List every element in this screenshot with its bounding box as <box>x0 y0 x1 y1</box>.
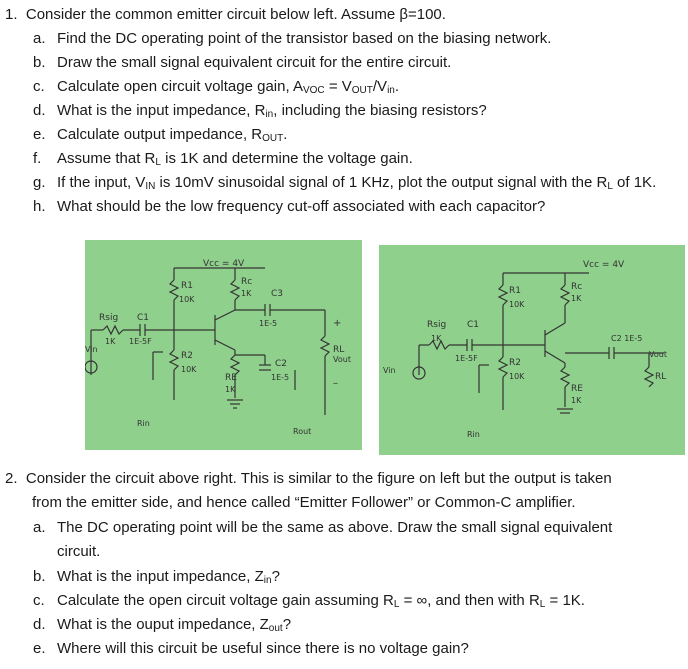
left-rsig-label: Rsig <box>99 313 119 323</box>
left-c3-label: C3 <box>271 289 284 299</box>
left-re-label: RE <box>225 373 237 383</box>
right-c2-label: C2 1E-5 <box>611 334 643 343</box>
right-rl-label: RL <box>655 372 667 382</box>
q1-item-c: c. Calculate open circuit voltage gain, $A_{VOC} = V_{OUT}/V_{in}$. <box>33 78 400 96</box>
left-rout-label: Rout <box>293 427 312 436</box>
left-rc-value: 1K <box>241 289 252 298</box>
q1-heading <box>5 6 446 24</box>
right-c1-value: 1E-5F <box>455 354 478 363</box>
left-plus-sign: + <box>333 318 342 329</box>
right-vout-label: Vout <box>649 350 667 359</box>
left-vout-label: Vout <box>333 355 351 364</box>
right-rsig-value: 1K <box>431 334 442 343</box>
right-vin-label: Vin <box>383 366 396 375</box>
left-rl-label: RL <box>333 345 345 355</box>
left-rin-label: Rin <box>137 419 150 428</box>
left-r2-label: R2 <box>181 351 193 361</box>
right-rc-label: Rc <box>571 282 583 292</box>
q1-item-d: d. What is the input impedance, $R_{in}$, including the biasing resistors? <box>33 102 487 120</box>
left-vcc-label: Vcc = 4V <box>203 259 245 269</box>
right-re-value: 1K <box>571 396 582 405</box>
q2-item-c: c. Calculate the open circuit voltage gain assuming $R_L$ = ∞, and then with $R_L = 1K$. <box>33 592 585 610</box>
left-vin-label: Vin <box>85 345 98 354</box>
right-circuit-photo <box>379 245 685 455</box>
left-re-value: 1K <box>225 385 236 394</box>
right-rc-value: 1K <box>571 294 582 303</box>
left-rc-label: Rc <box>241 277 253 287</box>
q2-number: 2. <box>5 470 18 487</box>
q1-item-g: g. If the input, $V_{IN}$ is 10mV sinusoidal signal of 1 KHz, plot the output signal with the $R_L$ of 1K. <box>33 174 657 192</box>
left-minus-sign: – <box>333 378 338 389</box>
left-photo-paper <box>85 240 362 450</box>
q1-item-a: a. Find the DC operating point of the transistor based on the biasing network. <box>33 30 552 47</box>
left-c2-value: 1E-5 <box>271 373 290 382</box>
right-r1-label: R1 <box>509 286 521 296</box>
left-rsig-value: 1K <box>105 337 116 346</box>
q2-item-a-cont: circuit. <box>57 543 101 560</box>
right-r2-value: 10K <box>509 372 525 381</box>
q2-heading <box>5 470 612 488</box>
right-re-label: RE <box>571 384 583 394</box>
left-circuit-photo <box>85 240 362 450</box>
q1-text: Consider the common emitter circuit below left. Assume β=100. <box>25 6 446 23</box>
right-photo-paper <box>379 245 685 455</box>
q2-item-a: a. The DC operating point will be the same as above. Draw the small signal equivalent <box>33 519 613 536</box>
q1-item-e: e. Calculate output impedance, $R_{OUT}$. <box>33 126 288 144</box>
left-c1-label: C1 <box>137 313 150 323</box>
q2-item-d: d. What is the ouput impedance, $Z_{out}$? <box>33 616 292 634</box>
left-r2-value: 10K <box>181 365 197 374</box>
q2-line1: Consider the circuit above right. This is similar to the figure on left but the output is taken <box>25 470 612 487</box>
left-c1-value: 1E-5F <box>129 337 152 346</box>
q1-number: 1. <box>5 6 18 23</box>
left-r1-label: R1 <box>181 281 193 291</box>
right-r2-label: R2 <box>509 358 521 368</box>
q2-item-b: b. What is the input impedance, $Z_{in}$? <box>33 568 280 586</box>
q2-line2: from the emitter side, and hence called “Emitter Follower” or Common-C amplifier. <box>32 494 576 511</box>
right-rin-label: Rin <box>467 430 480 439</box>
q1-item-b: b. Draw the small signal equivalent circuit for the entire circuit. <box>33 54 452 71</box>
right-rsig-label: Rsig <box>427 320 447 330</box>
left-c2-label: C2 <box>275 359 288 369</box>
q1-item-h: h. What should be the low frequency cut-off associated with each capacitor? <box>33 198 546 215</box>
q1-item-f: f. Assume that $R_L$ is 1K and determine the voltage gain. <box>33 150 413 168</box>
right-c1-label: C1 <box>467 320 480 330</box>
left-c3-value: 1E-5 <box>259 319 278 328</box>
right-r1-value: 10K <box>509 300 525 309</box>
right-vcc-label: Vcc = 4V <box>583 260 625 270</box>
q2-item-e: e. Where will this circuit be useful since there is no voltage gain? <box>33 640 469 657</box>
left-r1-value: 10K <box>179 295 195 304</box>
